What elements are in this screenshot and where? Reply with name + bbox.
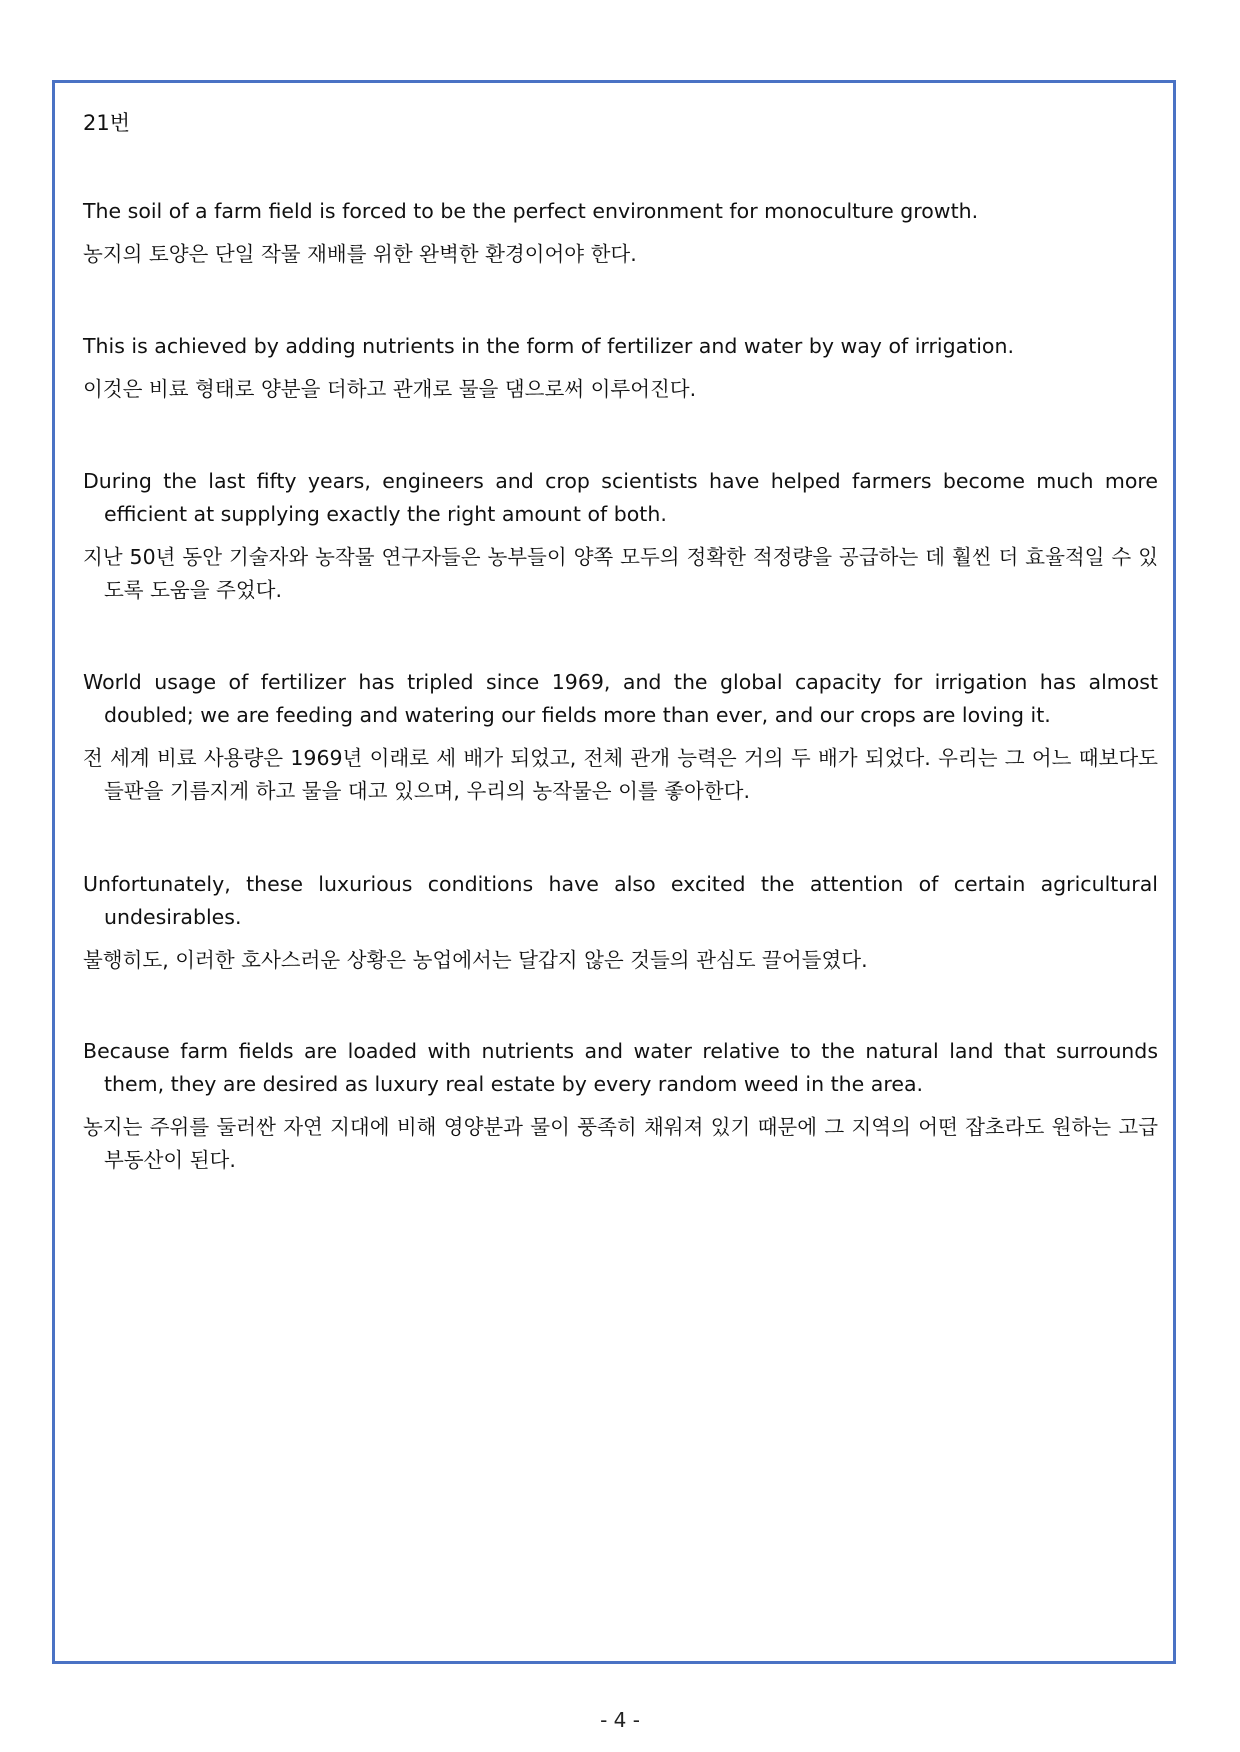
paragraph-4 xyxy=(83,666,1158,808)
korean-translation: 농지의 토양은 단일 작물 재배를 위한 완벽한 환경이어야 한다. xyxy=(83,242,637,266)
paragraph-2 xyxy=(83,330,1158,406)
english-sentence: This is achieved by adding nutrients in the form of fertilizer and water by way of irrigation. xyxy=(83,334,1014,358)
korean-translation: 전 세계 비료 사용량은 1969년 이래로 세 배가 되었고, 전체 관개 능력은 거의 두 배가 되었다. 우리는 그 어느 때보다도 들판을 기름지게 하고 물을 대고 있으며, 우리의 농작물은 이를 좋아한다. xyxy=(83,746,1158,803)
korean-translation: 지난 50년 동안 기술자와 농작물 연구자들은 농부들이 양쪽 모두의 정확한 적정량을 공급하는 데 훨씬 더 효율적일 수 있도록 도움을 주었다. xyxy=(83,545,1158,602)
paragraph-1 xyxy=(83,195,1158,271)
page-number: - 4 - xyxy=(600,1708,640,1732)
english-sentence: Unfortunately, these luxurious conditions have also excited the attention of certain agricultural undesirables. xyxy=(83,872,1158,929)
question-number: 21번 xyxy=(83,111,131,135)
korean-translation: 불행히도, 이러한 호사스러운 상황은 농업에서는 달갑지 않은 것들의 관심도 끌어들였다. xyxy=(83,948,868,972)
paragraph-3 xyxy=(83,465,1158,607)
paragraph-6 xyxy=(83,1035,1158,1177)
english-sentence: Because farm fields are loaded with nutrients and water relative to the natural land that surrounds them, they are desired as luxury real estate by every random weed in the area. xyxy=(83,1039,1158,1096)
english-sentence: World usage of fertilizer has tripled since 1969, and the global capacity for irrigation has almost doubled; we are feeding and watering our fields more than ever, and our crops are loving it. xyxy=(83,670,1158,727)
korean-translation: 이것은 비료 형태로 양분을 더하고 관개로 물을 댐으로써 이루어진다. xyxy=(83,377,697,401)
korean-translation: 농지는 주위를 둘러싼 자연 지대에 비해 영양분과 물이 풍족히 채워져 있기 때문에 그 지역의 어떤 잡초라도 원하는 고급 부동산이 된다. xyxy=(83,1115,1158,1172)
english-sentence: The soil of a farm field is forced to be the perfect environment for monoculture growth. xyxy=(83,199,979,223)
english-sentence: During the last fifty years, engineers and crop scientists have helped farmers become much more efficient at supplying exactly the right amount of both. xyxy=(83,469,1158,526)
paragraph-5 xyxy=(83,868,1158,977)
